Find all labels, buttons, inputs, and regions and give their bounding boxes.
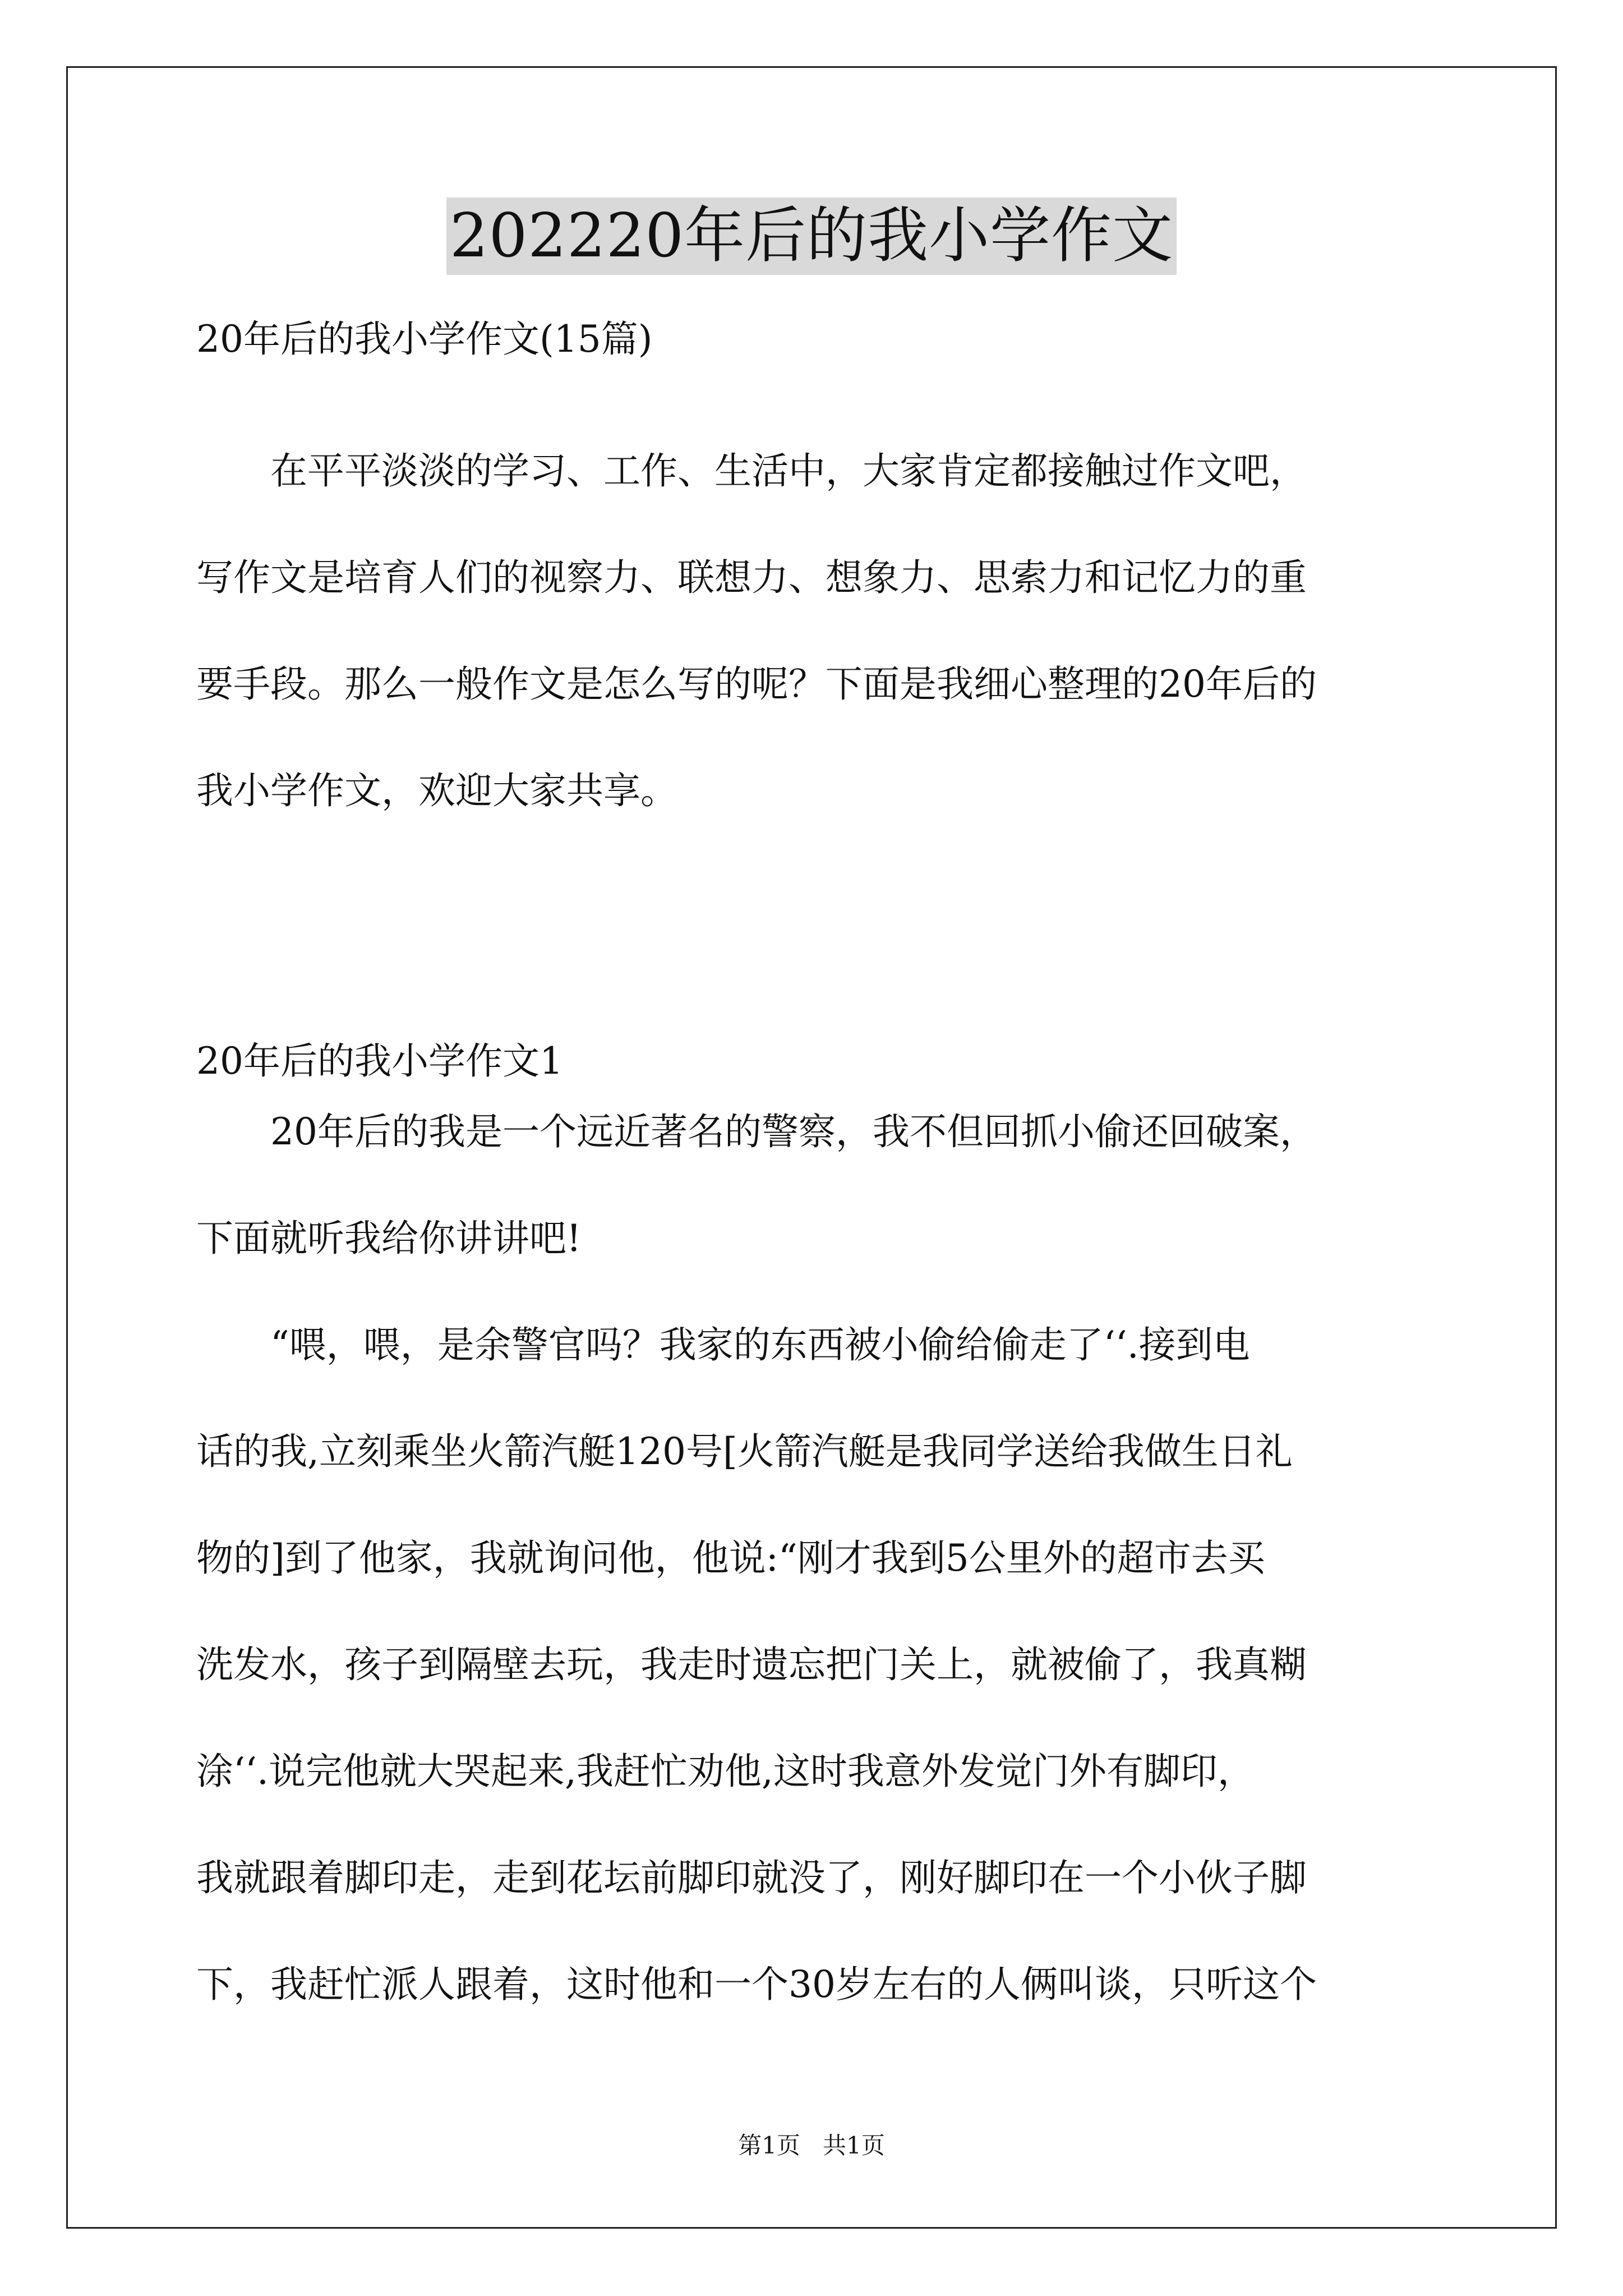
body-line: 下面就听我给你讲讲吧! [196,1217,582,1260]
document-title: 202220年后的我小学作文 [446,197,1177,275]
section-paragraph-2 [196,1317,1430,2063]
intro-line: 要手段。那么一般作文是怎么写的呢？下面是我细心整理的20年后的 [196,662,1317,706]
page-total: 共1页 [823,2132,885,2159]
body-line: “喂，喂，是余警官吗？我家的东西被小偷给偷走了‘‘.接到电 [270,1323,1250,1366]
page-number: 第1页 [738,2132,800,2159]
body-line: 20年后的我是一个远近著名的警察，我不但回抓小偷还回破案， [270,1110,1317,1153]
body-line: 话的我,立刻乘坐火箭汽艇120号[火箭汽艇是我同学送给我做生日礼 [196,1430,1293,1473]
section-paragraph-1 [196,1104,1430,1317]
body-line: 物的]到了他家，我就询问他，他说:“刚才我到5公里外的超市去买 [196,1536,1265,1580]
page-footer [0,2129,1623,2162]
document-subtitle: 20年后的我小学作文(15篇) [196,318,653,361]
body-line: 我就跟着脚印走，走到花坛前脚印就没了，刚好脚印在一个小伙子脚 [196,1856,1307,1899]
title-container [0,197,1623,275]
intro-line: 在平平淡淡的学习、工作、生活中，大家肯定都接触过作文吧， [270,449,1307,493]
body-line: 涂‘‘.说完他就大哭起来,我赶忙劝他,这时我意外发觉门外有脚印， [196,1750,1255,1793]
body-line: 洗发水，孩子到隔壁去玩，我走时遗忘把门关上，就被偷了，我真糊 [196,1643,1307,1686]
section-heading: 20年后的我小学作文1 [196,1039,563,1083]
intro-paragraph [196,443,1430,869]
intro-line: 写作文是培育人们的视察力、联想力、想象力、思索力和记忆力的重 [196,556,1307,599]
intro-line: 我小学作文，欢迎大家共享。 [196,769,677,812]
body-line: 下，我赶忙派人跟着，这时他和一个30岁左右的人俩叫谈，只听这个 [196,1963,1317,2006]
